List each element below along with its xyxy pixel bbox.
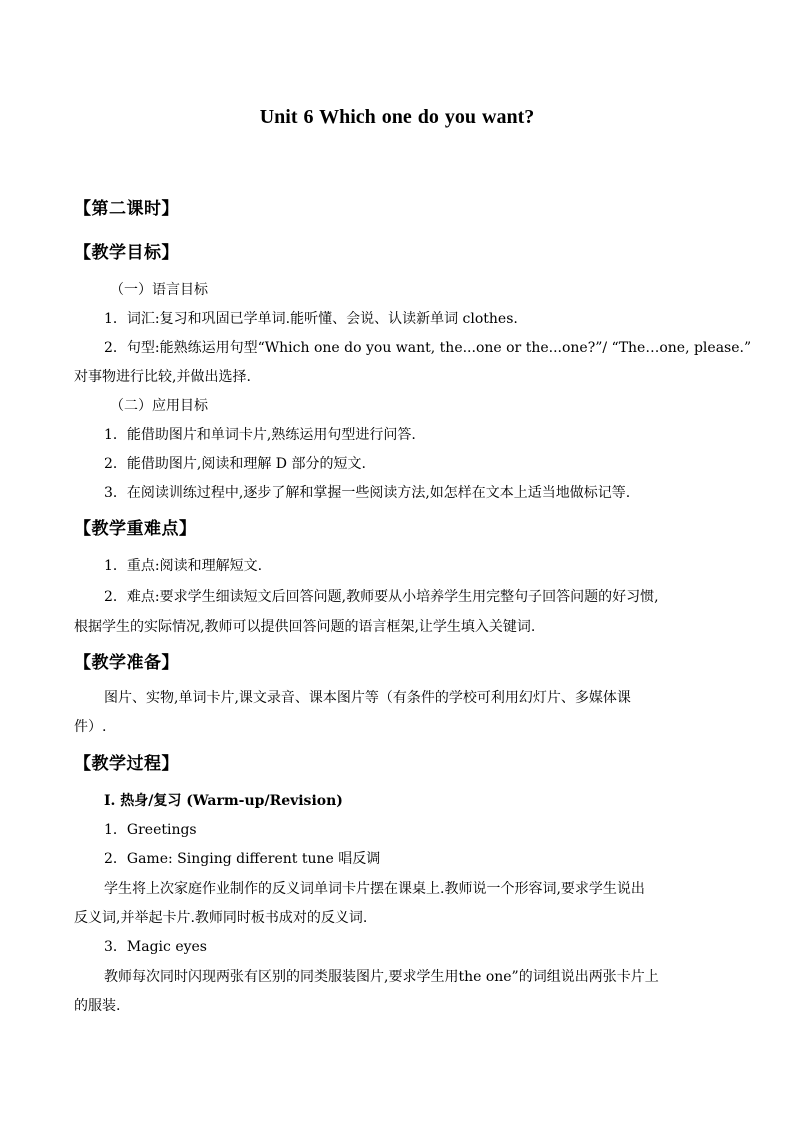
preparation-text-cont: 件）. xyxy=(74,719,107,735)
warmup-game-desc: 学生将上次家庭作业制作的反义词单词卡片摆在课桌上.教师说一个形容词,要求学生说出 xyxy=(104,881,645,897)
process-heading: 【教学过程】 xyxy=(74,754,179,774)
warmup-step-title: I. 热身/复习 (Warm-up/Revision) xyxy=(104,793,343,809)
language-goal-sentence: 2．句型:能熟练运用句型“Which one do you want, the...one or the...one?”/ “The…one, please.” xyxy=(104,340,752,356)
key-point-difficulty-cont: 根据学生的实际情况,教师可以提供回答问题的语言框架,让学生填入关键词. xyxy=(74,619,536,635)
preparation-text: 图片、实物,单词卡片,课文录音、课本图片等（有条件的学校可利用幻灯片、多媒体课 xyxy=(104,690,631,706)
warmup-game-desc-cont: 反义词,并举起卡片.教师同时板书成对的反义词. xyxy=(74,910,368,926)
language-goal-sentence-cont: 对事物进行比较,并做出选择. xyxy=(74,369,251,385)
application-goals-subtitle: （二）应用目标 xyxy=(110,398,208,414)
language-goal-vocabulary: 1．词汇:复习和巩固已学单词.能听懂、会说、认读新单词 clothes. xyxy=(104,311,518,327)
lesson-heading: 【第二课时】 xyxy=(74,199,179,219)
key-points-heading: 【教学重难点】 xyxy=(74,519,197,539)
warmup-magic-eyes-desc: 教师每次同时闪现两张有区别的同类服装图片,要求学生用the one”的词组说出两张卡片上 xyxy=(104,969,659,985)
warmup-game: 2．Game: Singing different tune 唱反调 xyxy=(104,851,381,867)
preparation-heading: 【教学准备】 xyxy=(74,653,179,673)
warmup-greetings: 1．Greetings xyxy=(104,822,197,838)
key-point-difficulty: 2．难点:要求学生细读短文后回答问题,教师要从小培养学生用完整句子回答问题的好习惯, xyxy=(104,589,659,605)
warmup-magic-eyes-desc-cont: 的服装. xyxy=(74,998,121,1014)
application-goal-3: 3．在阅读训练过程中,逐步了解和掌握一些阅读方法,如怎样在文本上适当地做标记等. xyxy=(104,485,631,501)
application-goal-2: 2．能借助图片,阅读和理解 D 部分的短文. xyxy=(104,456,366,472)
key-point-focus: 1．重点:阅读和理解短文. xyxy=(104,558,263,574)
warmup-magic-eyes: 3．Magic eyes xyxy=(104,939,207,955)
goals-heading: 【教学目标】 xyxy=(74,243,179,263)
application-goal-1: 1．能借助图片和单词卡片,熟练运用句型进行问答. xyxy=(104,427,416,443)
document-title: Unit 6 Which one do you want? xyxy=(259,106,535,128)
language-goals-subtitle: （一）语言目标 xyxy=(110,282,208,298)
